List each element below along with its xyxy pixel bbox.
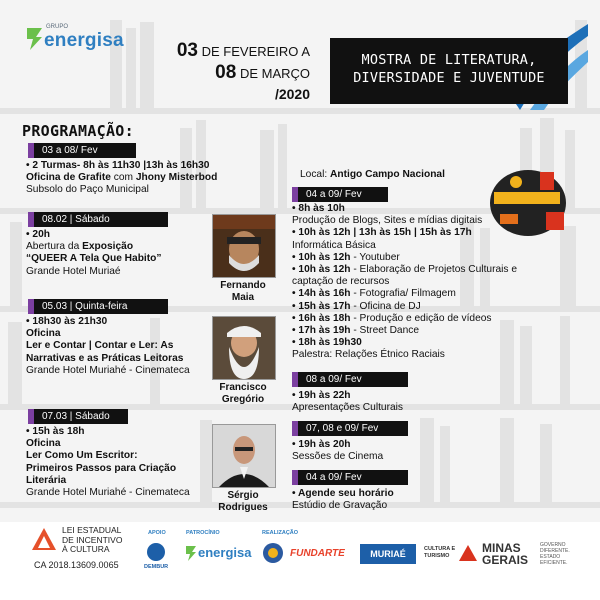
- event-desc: Abertura da: [26, 241, 83, 253]
- patrocinio-label: PATROCÍNIO: [186, 530, 220, 536]
- sergio-rodrigues-caption: [206, 490, 280, 513]
- event-name-cont: Narrativas e as Práticas Leitoras: [26, 352, 184, 364]
- event-tag: 05.03 | Quinta-feira: [28, 299, 168, 314]
- francisco-gregorio-caption: [206, 382, 280, 405]
- event-location: Grande Hotel Muriahé - Cinemateca: [26, 487, 190, 499]
- minas-gerais-triangle-icon: [458, 544, 478, 562]
- cultura-line: TURISMO: [424, 553, 450, 559]
- minas-gerais-logo: [482, 542, 528, 566]
- event-name: Exposição: [82, 241, 134, 253]
- schedule-desc: - Street Dance: [350, 325, 420, 337]
- schedule-line: [292, 390, 492, 402]
- event-dates: [177, 40, 310, 105]
- event-time: • 18h30 às 21h30: [26, 316, 108, 327]
- gerais-line: GERAIS: [482, 553, 529, 567]
- end-day: 08: [215, 62, 237, 83]
- event-cinema: [292, 439, 492, 463]
- event-time: • 15h às 18h: [26, 426, 85, 437]
- schedule-time: • 10h às 12h: [292, 264, 351, 276]
- schedule-line: [292, 301, 552, 313]
- event-type: Oficina: [26, 328, 61, 340]
- schedule-desc: captação de recursos: [292, 276, 390, 288]
- start-day: 03: [176, 40, 198, 61]
- francisco-gregorio-photo: [212, 316, 276, 380]
- schedule-line: [292, 488, 492, 500]
- realizacao-label: REALIZAÇÃO: [262, 530, 299, 536]
- schedule-time: • 19h às 22h: [292, 390, 351, 401]
- event-year: /2020: [274, 86, 310, 102]
- event-time: • 20h: [26, 229, 50, 240]
- event-tag: 04 a 09/ Fev: [292, 187, 388, 202]
- person-first-name: Sérgio: [227, 490, 259, 501]
- schedule-line: [292, 337, 552, 349]
- slogan-line: DIFERENTE.: [540, 548, 570, 554]
- lei-incentivo-text: [62, 526, 122, 555]
- person-first-name: Francisco: [219, 382, 267, 393]
- lei-incentivo-icon: [30, 526, 58, 554]
- governo-slogan: [540, 542, 570, 566]
- schedule-desc: - Youtuber: [350, 251, 400, 263]
- event-oficinas-list: [292, 203, 552, 362]
- schedule-line: [292, 264, 552, 276]
- minas-line: MINAS: [482, 541, 521, 555]
- local-value: Antigo Campo Nacional: [330, 169, 445, 180]
- schedule-time: • 10h às 12h: [292, 251, 351, 263]
- schedule-time: • Agende seu horário: [292, 488, 394, 499]
- schedule-line: [292, 240, 552, 252]
- ca-number: CA 2018.13609.0065: [34, 560, 119, 570]
- schedule-time: • 8h às 10h: [292, 203, 345, 214]
- event-escritor: [26, 426, 216, 499]
- brand-name: energisa: [44, 30, 124, 51]
- schedule-desc: Palestra: Relações Étnico Raciais: [292, 349, 445, 361]
- local-line: [300, 169, 445, 181]
- exhibition-title: “QUEER A Tela Que Habito”: [26, 253, 162, 265]
- end-month: DE MARÇO: [239, 66, 310, 81]
- fernando-maia-photo: [212, 214, 276, 278]
- fundarte-logo: FUNDARTE: [290, 548, 345, 559]
- muriae-logo: MURIAÉ: [360, 544, 416, 564]
- apoio-label: APOIO: [148, 530, 166, 536]
- event-location: Subsolo do Paço Municipal: [26, 184, 149, 196]
- slogan-line: GOVERNO: [540, 542, 566, 548]
- event-tag: 08 a 09/ Fev: [292, 372, 408, 387]
- schedule-desc: Apresentações Culturais: [292, 402, 403, 414]
- schedule-line: [292, 402, 492, 414]
- event-tag: 03 a 08/ Fev: [28, 143, 136, 158]
- schedule-line: [292, 451, 492, 463]
- event-location: Grande Hotel Muriaé: [26, 265, 121, 277]
- event-exposicao: [26, 229, 211, 278]
- event-artist: Jhony Misterbod: [135, 172, 218, 184]
- event-type: Oficina: [26, 438, 61, 450]
- law-line: LEI ESTADUAL: [62, 525, 122, 535]
- schedule-desc: Produção de Blogs, Sites e mídias digitais: [292, 215, 483, 227]
- schedule-time: • 15h às 17h: [292, 300, 351, 312]
- schedule-time: • 17h às 19h: [292, 325, 351, 337]
- dembur-label: DEMBUR: [144, 564, 169, 570]
- schedule-time: • 18h às 19h30: [292, 337, 362, 349]
- title-line-2: DIVERSIDADE E JUVENTUDE: [353, 70, 545, 86]
- cultura-turismo-label: [424, 546, 455, 560]
- schedule-desc: - Fotografia/ Filmagem: [350, 288, 456, 300]
- event-ler-contar: [26, 316, 216, 377]
- slogan-line: ESTADO: [540, 554, 561, 560]
- event-connector: com: [110, 172, 136, 184]
- person-last-name: Gregório: [221, 393, 265, 405]
- person-last-name: Maia: [231, 291, 255, 303]
- cultura-line: CULTURA E: [424, 546, 456, 552]
- schedule-line: [292, 439, 492, 451]
- law-line: DE INCENTIVO: [62, 534, 123, 545]
- schedule-line: [292, 349, 552, 361]
- schedule-line: [292, 203, 552, 215]
- schedule-time: • 16h às 18h: [292, 312, 351, 324]
- schedule-line: [292, 252, 552, 264]
- schedule-line: [292, 227, 552, 239]
- muriae-seal-icon: [262, 542, 284, 564]
- energisa-footer-icon: [184, 544, 198, 562]
- schedule-line: [292, 325, 552, 337]
- event-tag: 08.02 | Sábado: [28, 212, 168, 227]
- event-location: Grande Hotel Muriahé - Cinemateca: [26, 364, 190, 376]
- event-tag: 07.03 | Sábado: [28, 409, 128, 424]
- event-tag: 07, 08 e 09/ Fev: [292, 421, 408, 436]
- title-line-1: MOSTRA DE LITERATURA,: [361, 52, 537, 68]
- dembur-icon: [144, 542, 168, 562]
- sponsor-footer: [0, 522, 600, 600]
- event-name: Oficina de Grafite: [26, 172, 111, 184]
- event-estudio: [292, 488, 492, 512]
- start-month: DE FEVEREIRO A: [201, 44, 310, 59]
- schedule-time: • 19h às 20h: [292, 439, 351, 450]
- schedule-desc: Estúdio de Gravação: [292, 500, 388, 512]
- schedule-time: • 10h às 12h | 13h às 15h | 15h às 17h: [292, 227, 472, 239]
- slogan-line: EFICIENTE.: [540, 560, 568, 566]
- law-line: À CULTURA: [62, 544, 110, 554]
- fernando-maia-caption: [206, 280, 280, 303]
- energisa-footer-logo: energisa: [198, 545, 252, 560]
- event-name: Ler e Contar | Contar e Ler: As: [26, 340, 174, 352]
- local-label: Local:: [300, 169, 331, 180]
- event-grafite: [26, 160, 266, 197]
- event-title-box: [330, 38, 568, 104]
- brand-group-label: GRUPO: [46, 24, 69, 30]
- person-first-name: Fernando: [220, 280, 266, 291]
- energisa-mark-icon: [24, 24, 46, 52]
- event-apresentacoes: [292, 390, 492, 414]
- event-name-cont: Literária: [26, 474, 67, 486]
- schedule-desc: - Produção e edição de vídeos: [350, 312, 492, 324]
- schedule-line: [292, 288, 552, 300]
- event-time: • 2 Turmas- 8h às 11h30 |13h às 16h30: [26, 160, 210, 171]
- event-name-cont: Primeiros Passos para Criação: [26, 462, 177, 474]
- schedule-time: • 14h às 16h: [292, 288, 351, 300]
- schedule-line: [292, 313, 552, 325]
- schedule-desc: - Elaboração de Projetos Culturais e: [350, 264, 517, 276]
- schedule-line: [292, 500, 492, 512]
- event-tag: 04 a 09/ Fev: [292, 470, 408, 485]
- event-name: Ler Como Um Escritor:: [26, 450, 138, 462]
- schedule-line: [292, 276, 552, 288]
- schedule-desc: - Oficina de DJ: [350, 300, 421, 312]
- person-last-name: Rodrigues: [218, 501, 268, 513]
- schedule-desc: Informática Básica: [292, 239, 376, 251]
- program-title: PROGRAMAÇÃO:: [22, 122, 134, 140]
- schedule-desc: Sessões de Cinema: [292, 451, 384, 463]
- schedule-line: [292, 215, 552, 227]
- sergio-rodrigues-photo: [212, 424, 276, 488]
